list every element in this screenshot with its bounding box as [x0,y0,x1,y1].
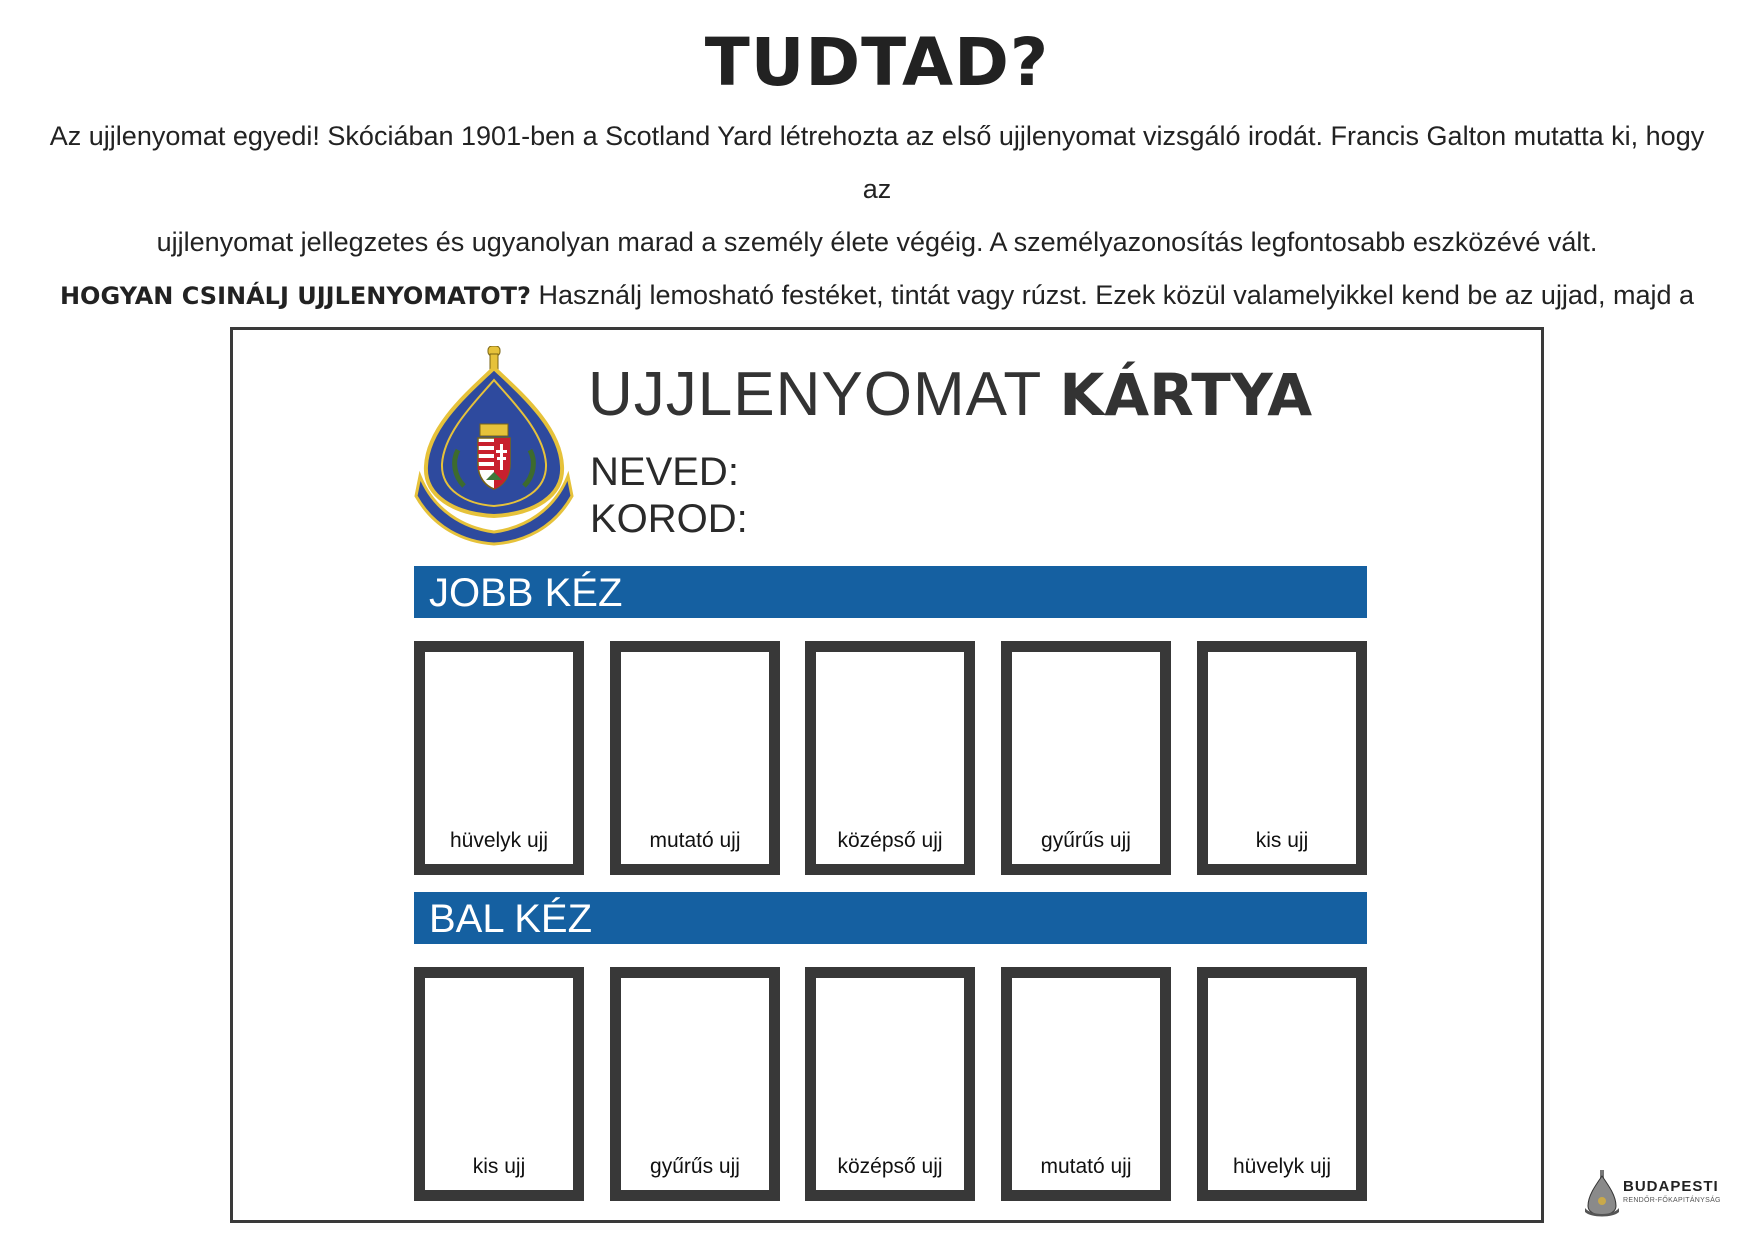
finger-slot-right-ring[interactable] [1001,641,1171,875]
finger-slot-right-index[interactable] [610,641,780,875]
police-crest-icon [414,346,574,546]
fingerprint-card [230,327,1544,1223]
finger-slot-right-little[interactable] [1197,641,1367,875]
age-label: KOROD: [590,497,748,541]
finger-label: kis ujj [1255,829,1309,852]
card-title [588,360,1312,430]
left-hand-slots [414,967,1367,1201]
name-label: NEVED: [590,450,739,494]
fact-line-2: ujjlenyomat jellegzetes és ugyanolyan marad a személy élete végéig. A személyazonosítás legfontosabb eszközévé vált. [156,227,1598,257]
right-hand-band: JOBB KÉZ [414,566,1367,618]
footer-org-name: BUDAPESTI [1623,1178,1719,1195]
card-title-bold: KÁRTYA [1059,361,1313,429]
footer-org-sub: RENDŐR-FŐKAPITÁNYSÁG [1623,1197,1721,1204]
finger-label: hüvelyk ujj [449,829,549,852]
finger-slot-right-middle[interactable] [805,641,975,875]
howto-text: Használj lemosható festéket, tintát vagy rúzst. Ezek közül valamelyikkel kend be az ujjad, majd a [530,280,1695,310]
finger-slot-right-thumb[interactable] [414,641,584,875]
finger-label: gyűrűs ujj [650,1155,740,1178]
finger-slot-left-little[interactable] [414,967,584,1201]
page-title: TUDTAD? [704,24,1050,101]
left-hand-band: BAL KÉZ [414,892,1367,944]
howto-line-1 [44,269,1710,323]
budapest-police-helmet-icon [1583,1168,1621,1218]
finger-slot-left-ring[interactable] [610,967,780,1201]
howto-heading: HOGYAN CSINÁLJ UJJLENYOMATOT? [59,282,531,310]
finger-label: gyűrűs ujj [1041,829,1131,852]
finger-label: hüvelyk ujj [1232,1155,1332,1178]
finger-label: kis ujj [472,1155,526,1178]
finger-label: középső ujj [837,1155,943,1178]
finger-slot-left-thumb[interactable] [1197,967,1367,1201]
card-title-light: UJJLENYOMAT [588,360,1060,429]
finger-slot-left-middle[interactable] [805,967,975,1201]
fact-line-1: Az ujjlenyomat egyedi! Skóciában 1901-ben a Scotland Yard létrehozta az első ujjlenyomat vizsgáló irodát. Francis Galton mutatta ki, hogy az [49,121,1705,204]
footer-logo [1583,1168,1723,1218]
finger-label: mutató ujj [1040,1155,1132,1178]
right-hand-slots [414,641,1367,875]
finger-label: mutató ujj [649,829,741,852]
finger-label: középső ujj [837,829,943,852]
finger-slot-left-index[interactable] [1001,967,1171,1201]
